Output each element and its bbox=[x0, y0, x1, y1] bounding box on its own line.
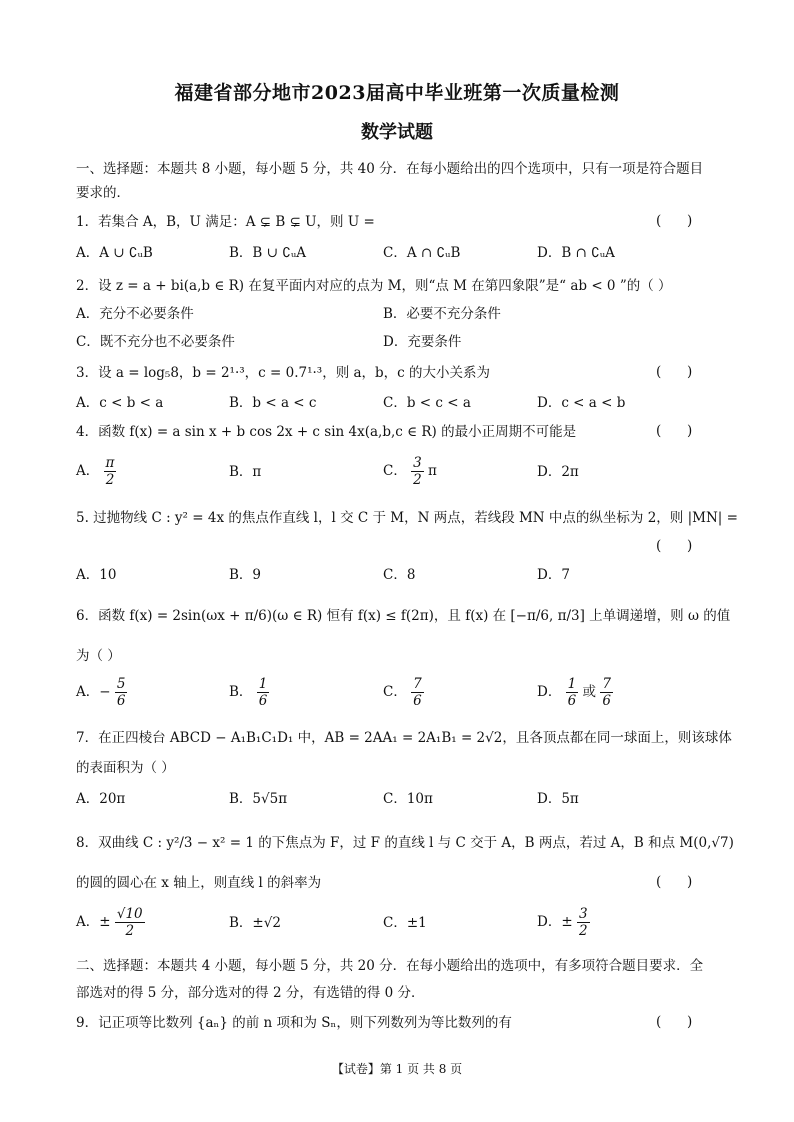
question-6-option-a: A．− $\frac{5}{6}$ bbox=[76, 676, 126, 709]
question-4-stem: 4．函数 f(x) = a sin x + b cos 2x + c sin 4x(a,b,c ∈ R) 的最小正周期不可能是 bbox=[76, 424, 577, 440]
question-7-option-a: A．20π bbox=[76, 791, 126, 807]
page-title: 福建省部分地市2023届高中毕业班第一次质量检测 bbox=[174, 82, 620, 104]
page-footer: 【试卷】第 1 页 共 8 页 bbox=[331, 1062, 463, 1076]
option-c-tail: π bbox=[428, 463, 437, 479]
question-4-option-d: D．2π bbox=[537, 464, 579, 480]
question-8-answer-paren: ( ) bbox=[656, 874, 693, 890]
question-7-option-c: C．10π bbox=[383, 791, 433, 807]
question-5-option-a: A．10 bbox=[76, 567, 117, 583]
fraction: $\frac{7}{6}$ bbox=[413, 676, 422, 709]
question-2-option-b: B．必要不充分条件 bbox=[383, 306, 501, 322]
question-5-option-d: D．7 bbox=[537, 567, 570, 583]
question-1-option-c: C．A ∩ ∁ᵤB bbox=[383, 245, 461, 261]
question-5-option-c: C．8 bbox=[383, 567, 416, 583]
question-1-option-d: D．B ∩ ∁ᵤA bbox=[537, 245, 615, 261]
question-7-option-d: D．5π bbox=[537, 791, 579, 807]
question-4-answer-paren: ( ) bbox=[656, 423, 693, 439]
fraction: $\frac{3}{2}$ bbox=[578, 906, 588, 939]
fraction: $\frac{3}{2}$ bbox=[413, 455, 422, 488]
question-7-stem: 7．在正四棱台 ABCD − A₁B₁C₁D₁ 中，AB = 2AA₁ = 2A₁B₁ = 2√2，且各顶点都在同一球面上，则该球体 bbox=[76, 730, 732, 746]
section1-instructions-line2: 要求的． bbox=[76, 185, 130, 201]
fraction: $\frac{\pi}{2}$ bbox=[105, 455, 115, 488]
section2-instructions-line2: 部选对的得 5 分，部分选对的得 2 分，有选错的得 0 分． bbox=[76, 985, 425, 1001]
section1-instructions-line1: 一、选择题：本题共 8 小题，每小题 5 分，共 40 分．在每小题给出的四个选项中，只有一项是符合题目 bbox=[76, 161, 704, 177]
question-2-stem: 2．设 z = a + bi(a,b ∈ R) 在复平面内对应的点为 M，则“点 M 在第四象限”是“ ab < 0 ”的（ ） bbox=[76, 278, 672, 294]
question-3-option-c: C．b < c < a bbox=[383, 395, 471, 411]
fraction: $\frac{7}{6}$ bbox=[602, 676, 611, 709]
question-6-option-b: B． $\frac{1}{6}$ bbox=[229, 676, 268, 709]
question-4-option-c bbox=[383, 455, 437, 488]
question-6-option-d: D． $\frac{1}{6}$ 或 $\frac{7}{6}$ bbox=[537, 676, 611, 709]
question-5-stem: 5. 过抛物线 C : y² = 4x 的焦点作直线 l，l 交 C 于 M，N 两点，若线段 MN 中点的纵坐标为 2，则 |MN| = bbox=[76, 510, 738, 526]
question-1-option-b: B．B ∪ ∁ᵤA bbox=[229, 245, 306, 261]
question-9-answer-paren: ( ) bbox=[656, 1014, 693, 1030]
question-2-option-d: D．充要条件 bbox=[383, 334, 462, 350]
question-3-stem: 3．设 a = log₅8，b = 2¹·³，c = 0.7¹·³，则 a，b，c 的大小关系为 bbox=[76, 365, 491, 381]
question-1-stem: 1．若集合 A，B，U 满足：A ⊊ B ⊊ U，则 U = bbox=[76, 214, 375, 230]
question-8-option-d: D．± $\frac{3}{2}$ bbox=[537, 906, 588, 939]
question-6-stem: 6．函数 f(x) = 2sin(ωx + π/6)(ω ∈ R) 恒有 f(x) ≤ f(2π)，且 f(x) 在 [−π/6, π/3] 上单调递增，则 ω 的值 bbox=[76, 608, 731, 624]
question-2-option-c: C．既不充分也不必要条件 bbox=[76, 334, 235, 350]
question-8-option-a: A．± $\frac{√10}{2}$ bbox=[76, 906, 143, 939]
question-8-stem: 8．双曲线 C : y²/3 − x² = 1 的下焦点为 F，过 F 的直线 l 与 C 交于 A，B 两点，若过 A，B 和点 M(0,√7) bbox=[76, 835, 734, 851]
question-7-stem-line2: 的表面积为（ ） bbox=[76, 760, 175, 776]
question-8-stem-line2: 的圆的圆心在 x 轴上，则直线 l 的斜率为 bbox=[76, 875, 322, 891]
question-9-stem: 9．记正项等比数列 {aₙ} 的前 n 项和为 Sₙ，则下列数列为等比数列的有 bbox=[76, 1015, 512, 1031]
fraction: $\frac{1}{6}$ bbox=[567, 676, 577, 709]
question-3-option-a: A．c < b < a bbox=[76, 395, 164, 411]
question-7-option-b: B．5√5π bbox=[229, 791, 288, 807]
question-5-option-b: B．9 bbox=[229, 567, 262, 583]
question-5-answer-paren: ( ) bbox=[656, 538, 693, 554]
question-6-stem-line2: 为（ ） bbox=[76, 648, 121, 664]
question-6-option-c: C． $\frac{7}{6}$ bbox=[383, 676, 422, 709]
question-3-option-b: B．b < a < c bbox=[229, 395, 317, 411]
question-3-answer-paren: ( ) bbox=[656, 364, 693, 380]
question-1-answer-paren: ( ) bbox=[656, 213, 693, 229]
fraction: $\frac{√10}{2}$ bbox=[116, 906, 143, 939]
fraction: $\frac{5}{6}$ bbox=[116, 676, 126, 709]
fraction: $\frac{1}{6}$ bbox=[258, 676, 268, 709]
question-8-option-b: B．±√2 bbox=[229, 915, 281, 931]
page-subtitle: 数学试题 bbox=[361, 122, 433, 143]
section2-instructions-line1: 二、选择题：本题共 4 小题，每小题 5 分，共 20 分．在每小题给出的选项中，有多项符合题目要求．全 bbox=[76, 958, 704, 974]
question-2-option-a: A．充分不必要条件 bbox=[76, 306, 194, 322]
question-1-option-a: A．A ∪ ∁ᵤB bbox=[76, 245, 153, 261]
option-a-label: A． bbox=[76, 463, 100, 479]
question-3-option-d: D．c < a < b bbox=[537, 395, 626, 411]
question-8-option-c: C．±1 bbox=[383, 915, 427, 931]
question-4-option-a bbox=[76, 455, 116, 488]
question-4-option-b: B．π bbox=[229, 464, 262, 480]
option-c-label: C． bbox=[383, 463, 407, 479]
